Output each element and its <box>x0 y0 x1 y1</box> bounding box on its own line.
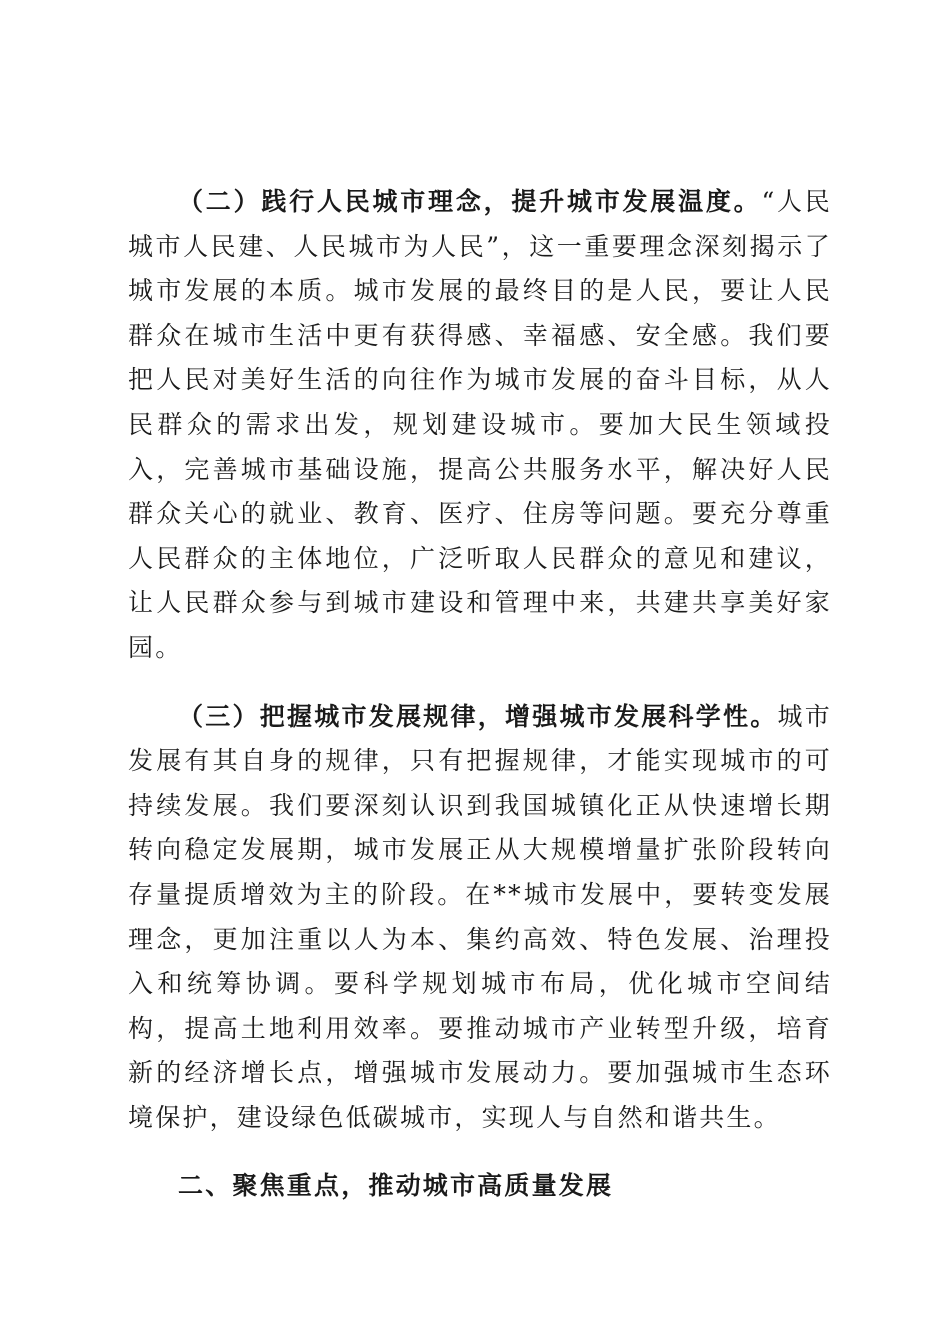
document-body <box>128 180 832 1209</box>
section-heading: 二、聚焦重点，推动城市高质量发展 <box>178 1171 614 1201</box>
paragraph-development-law <box>128 695 832 1141</box>
paragraph-body: 城市发展有其自身的规律，只有把握规律，才能实现城市的可持续发展。我们要深刻认识到我国城镇化正从快速增长期转向稳定发展期，城市发展正从大规模增量扩张阶段转向存量提质增效为主的阶段。在**城市发展中，要转变发展理念，更加注重以人为本、集约高效、特色发展、治理投入和统筹协调。要科学规划城市布局，优化城市空间结构，提高土地利用效率。要推动城市产业转型升级，培育新的经济增长点，增强城市发展动力。要加强城市生态环境保护，建设绿色低碳城市，实现人与自然和谐共生。 <box>128 701 832 1132</box>
paragraph-lead: （三）把握城市发展规律，增强城市发展科学性。 <box>178 701 778 731</box>
paragraph-people-city <box>128 180 832 671</box>
paragraph-lead: （二）践行人民城市理念，提升城市发展温度。 <box>178 187 762 216</box>
paragraph-body: “人民城市人民建、人民城市为人民”，这一重要理念深刻揭示了城市发展的本质。城市发展的最终目的是人民，要让人民群众在城市生活中更有获得感、幸福感、安全感。我们要把人民对美好生活的向往作为城市发展的奋斗目标，从人民群众的需求出发，规划建设城市。要加大民生领域投入，完善城市基础设施，提高公共服务水平，解决好人民群众关心的就业、教育、医疗、住房等问题。要充分尊重人民群众的主体地位，广泛听取人民群众的意见和建议，让人民群众参与到城市建设和管理中来，共建共享美好家园。 <box>128 187 833 662</box>
